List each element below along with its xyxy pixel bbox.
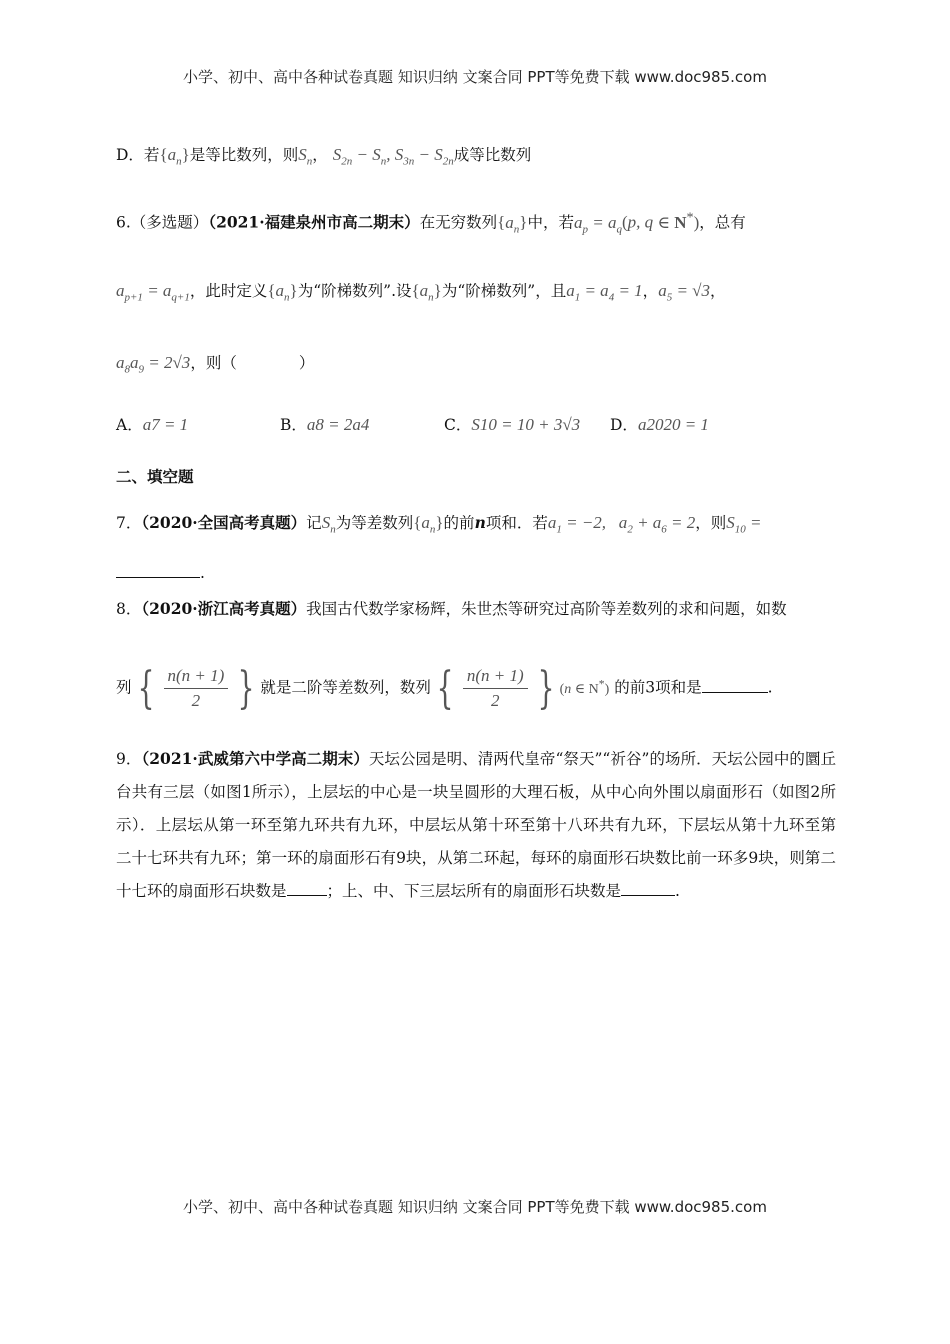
q6-text2: 中，若	[527, 213, 574, 232]
q8-fraction-1: $\frac{n(n + 1)}{2}$	[164, 664, 229, 713]
q8-answer-blank[interactable]	[702, 677, 768, 693]
q7-text4: n	[474, 513, 486, 532]
q8-source: （2020·浙江高考真题）	[141, 599, 307, 618]
q5-d-text2: ，	[312, 146, 328, 164]
q6-source: （2021·福建泉州市高二期末）	[208, 212, 420, 232]
q6-number: 6.	[116, 213, 131, 232]
option-c-label: C．	[444, 416, 472, 434]
q6-text9: ，则（	[190, 354, 237, 372]
q6-option-d[interactable]	[610, 414, 709, 436]
q6-text4: ，此时定义	[189, 282, 268, 300]
q5-option-d: D．若$\{a_n\}$是等比数列，则$S_n$， $S_{2n} - S_n$, $S_{3n} - S_{2n}$成等比数列	[116, 145, 532, 168]
option-d-expr: a2020 = 1	[637, 415, 709, 434]
q6-line1: 6.（多选题）（2021·福建泉州市高二期末）在无穷数列$\{a_n\}$中，若$a_p = a_q(p$, q ∈ N*)，总有	[116, 209, 746, 236]
option-a-label: A．	[116, 416, 143, 434]
q8-text3: 就是二阶等差数列，数列	[260, 678, 431, 697]
q9-end: .	[675, 882, 680, 900]
q6-tag: （多选题）	[130, 213, 209, 232]
q8-fraction-2: $\frac{n(n + 1)}{2}$	[463, 664, 528, 713]
q7-number: 7．	[116, 514, 142, 532]
q7-text2: 为等差数列	[335, 514, 414, 532]
q9-answer-blank-2[interactable]	[621, 880, 675, 896]
option-d-label: D．	[610, 416, 638, 434]
q8-number: 8．	[116, 600, 142, 618]
q8-line1	[116, 598, 787, 620]
q7-source: （2020·全国高考真题）	[141, 513, 307, 532]
q9-answer-blank-1[interactable]	[287, 880, 327, 896]
q5-d-text1: 是等比数列，则	[189, 146, 299, 164]
q6-text8: ，	[710, 282, 726, 300]
q7-text1: 记	[306, 514, 322, 532]
q9-source: （2021·武威第六中学高二期末）	[141, 749, 369, 768]
option-b-label: B．	[280, 416, 307, 434]
q7-line1: 7．（2020·全国高考真题）记$S_n$为等差数列$\{a_n\}$的前n项和．若$a_1 = -2$, $a_2 + a_6 = 2$，则$S_{10}$ =	[116, 513, 762, 536]
q8-text4: 的前3项和是	[614, 678, 702, 697]
q9-paragraph	[116, 742, 836, 908]
option-b-expr: a8 = 2a4	[306, 415, 370, 434]
q6-line3: $a_8a_9 = 2√3$，则（ ）	[116, 353, 315, 376]
option-a-expr: a7 = 1	[142, 415, 189, 434]
q9-body1: 天坛公园是明、清两代皇帝“祭天”“祈谷”的场所．天坛公园中的圜丘台共有三层（如图1所示），上层坛的中心是一块呈圆形的大理石板，从中心向外围以扇面形石（如图2所示）．上层坛从第一环至第九环共有九环，中层坛从第十环至第十八环共有九环，下层坛从第十九环至第二十七环共有九环；第一环的扇面形石有9块，从第二环起，每环的扇面形石块数比前一环多9块，则第二十七环的扇面形石块数是	[116, 750, 836, 900]
q8-end: .	[767, 678, 773, 697]
q6-line2: $a_{p+1} = a_{q+1}$，此时定义$\{a_n\}$为“阶梯数列”.设$\{a_n\}$为“阶梯数列”，且$a_1 = a_4 = 1$，$a_5 = √3$，	[116, 281, 726, 304]
q6-option-c[interactable]	[444, 414, 580, 436]
page-header: 小学、初中、高中各种试卷真题 知识归纳 文案合同 PPT等免费下载 www.doc985.com	[183, 68, 767, 86]
q5-d-label: D．若	[116, 146, 160, 164]
q7-text5: 项和．若	[485, 514, 548, 532]
q6-text3: ，总有	[699, 213, 746, 232]
q7-text6: ，则	[695, 514, 727, 532]
q6-text1: 在无穷数列	[419, 213, 498, 232]
q6-text7: ，	[642, 282, 659, 300]
q7-text3: 的前	[443, 514, 475, 532]
page-footer: 小学、初中、高中各种试卷真题 知识归纳 文案合同 PPT等免费下载 www.doc985.com	[183, 1198, 767, 1216]
q6-text5: 为“阶梯数列”.设	[297, 282, 412, 300]
q9-body2: ；上、中、下三层坛所有的扇面形石块数是	[326, 882, 622, 900]
q9-number: 9．	[116, 750, 142, 768]
q6-text6: 为“阶梯数列”，且	[441, 282, 567, 300]
q8-line2: 列 { $\frac{n(n + 1)}{2}$ } 就是二阶等差数列，数列 { $\frac{n(n + 1)}{2}$ } (n ∈ N*) 的前3项和是 .	[116, 662, 773, 714]
q7-end: .	[200, 564, 205, 582]
q6-text10: ）	[298, 354, 315, 372]
option-c-expr: S10 = 10 + 3√3	[471, 415, 581, 434]
q6-option-b[interactable]	[280, 414, 369, 436]
q8-text1: 我国古代数学家杨辉，朱世杰等研究过高阶等差数列的求和问题，如数	[306, 600, 787, 618]
q6-option-a[interactable]	[116, 414, 188, 436]
q5-d-text3: 成等比数列	[453, 146, 532, 164]
q8-text2: 列	[116, 678, 132, 697]
section-title: 二、填空题	[116, 467, 194, 486]
q7-answer-blank[interactable]	[116, 562, 200, 578]
q7-answer-line	[116, 562, 205, 584]
